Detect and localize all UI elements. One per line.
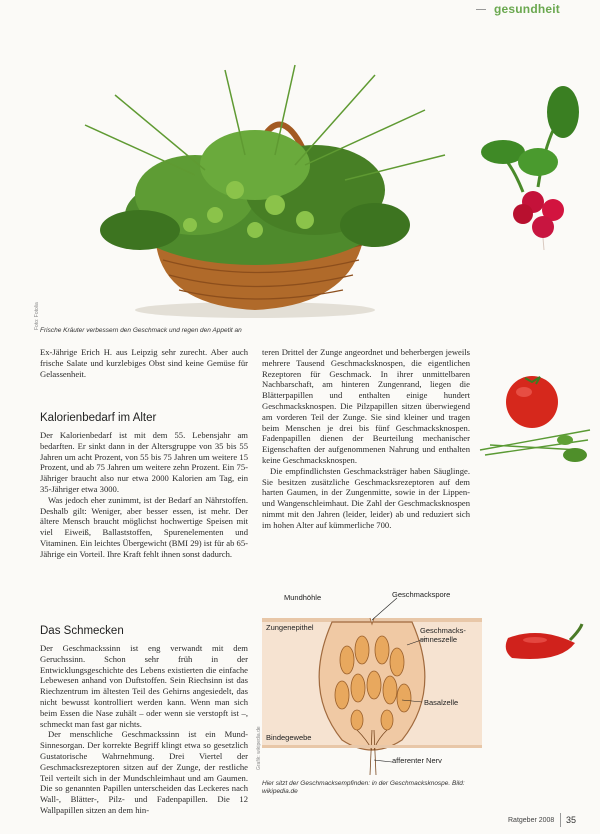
label-sinneszelle: Geschmacks- sinneszelle: [420, 626, 466, 644]
intro-paragraph: Ex-Jährige Erich H. aus Leipzig sehr zurecht. Aber auch frische Salate und kurzlebiges Obst sind keine Gemüse für Gelassenheit.: [40, 347, 248, 379]
calories-paragraph-1: Der Kalorienbedarf ist mit dem 55. Lebensjahr am bedarften. Er sinkt dann in der Altersgruppe von 35 bis 55 Jahren um acht Prozent, von 55 bis 75 Jahren um weitere 15 Prozent, und ab 75 Jahren um weitere zehn Prozent. Ein 75-Jähriger braucht also nur etwa 2000 Kalorien am Tag, ein 35-Jähriger etwa 3000.: [40, 430, 248, 494]
label-afferenter-nerv: afferenter Nerv: [392, 756, 442, 765]
photo-credit: Foto: Fotolia: [34, 302, 40, 330]
diagram-caption: Hier sitzt der Geschmacksempfinden: in der Geschmacksknospe. Bild: wikipedia.de: [262, 780, 465, 795]
herb-basket-photo: [45, 55, 465, 323]
taste-paragraph-1: Der Geschmackssinn ist eng verwandt mit dem Geruchssinn. Schon sehr früh in der Entwicklungsgeschichte des Lebens existierten die einfache Lebewesen anhand von Duftstoffen. Sein Riechsinn ist das Riechzentrum im ältesten Teil des Gehirns angesiedelt, das nicht bewusst kontrolliert werden kann. Wenn man sich beim Essen die Nase zuhält – oder wenn sie verstopft ist –, schmeckt man fast gar nichts.: [40, 643, 248, 729]
chili-image: [500, 618, 585, 673]
label-bindegewebe: Bindegewebe: [266, 733, 312, 742]
label-geschmackspore: Geschmackspore: [392, 590, 451, 599]
taste-text: [40, 643, 248, 816]
page-number: 35: [566, 815, 577, 825]
tomato-image: [470, 370, 595, 475]
calories-text: [40, 430, 248, 560]
radish-image: [478, 82, 588, 252]
heading-calories: Kalorienbedarf im Alter: [40, 412, 157, 424]
section-label: gesundheit: [493, 2, 560, 16]
column-left: [40, 347, 248, 379]
footer-divider: [560, 813, 561, 827]
magazine-name: Ratgeber 2008: [508, 817, 555, 824]
calories-paragraph-2: Was jedoch eher zunimmt, ist der Bedarf an Nährstoffen. Deshalb gilt: Weniger, aber besser essen, ist mehr. Der ältere Mensch braucht möglichst hochwertige Speisen mit viel Eiweiß, Ballaststoffen, Spurenelementen und Vitaminen. Ein leichtes Übergewicht (BMI 29) ist für ab 65-Jährige ein Vorteil. Ihre Kraft fehlt ihnen sonst dadurch.: [40, 494, 248, 559]
label-basalzelle: Basalzelle: [424, 698, 459, 707]
label-zungenepithel: Zungenepithel: [266, 623, 314, 632]
right-paragraph-2: Die empfindlichsten Geschmacksträger haben Säuglinge. Sie besitzen zusätzliche Geschmacksrezeptoren auf dem harten Gaumen, in der Zungenmitte, sowie in der Lippen- und Wangenschleimhaut. Die Zahl der Geschmacksknospen nimmt mit den Jahren (leider, leider) ab und reduziert sich im hohen Alter auf kümmerliche 700.: [262, 465, 470, 530]
taste-paragraph-2: Der menschliche Geschmackssinn ist ein Mund-Sinnesorgan. Der korrekte Begriff klingt etwa so gesetzlich Gustatorische Wahrnehmung. Drei Viertel der Geschmacksrezeptoren sitzen auf der Zunge, der restliche Teil verteilt sich in der Mundschleimhaut und am Gaumen. Die so genannten Papillen unterscheiden das Leckeres nach Wall-, Blätter-, Pilz- und Fadenpapillen. Die 12 Wallpapillen sitzen an dem hin-: [40, 729, 248, 815]
taste-bud-diagram: [262, 590, 482, 775]
heading-taste: Das Schmecken: [40, 625, 124, 637]
photo-caption: Frische Kräuter verbessern den Geschmack und regen den Appetit an: [40, 327, 242, 334]
label-mundhoehle: Mundhöhle: [284, 593, 322, 602]
diagram-credit: Grafik: wikipedia.de: [256, 726, 262, 770]
column-right: [262, 347, 470, 531]
right-paragraph-1: teren Drittel der Zunge angeordnet und beherbergen jeweils mehrere Tausend Geschmacksknospen, die eigentlichen Rezeptoren für Geschmack. In ihrer unmittelbaren Nachbarschaft, am hinteren Zungenrand, liegen die Blätterpapillen und enthalten einige hundert Geschmacksknospen. Die Pilzpapillen sitzen überwiegend am vorderen Teil der Zunge. Sie sind kleiner und tragen beim Menschen je drei bis fünf Geschmacksknospen. Fadenpapillen dienen der Beurteilung mechanischer Eigenschaften der aufgenommenen Nahrung und enthalten keine Geschmacksknospen.: [262, 347, 470, 465]
